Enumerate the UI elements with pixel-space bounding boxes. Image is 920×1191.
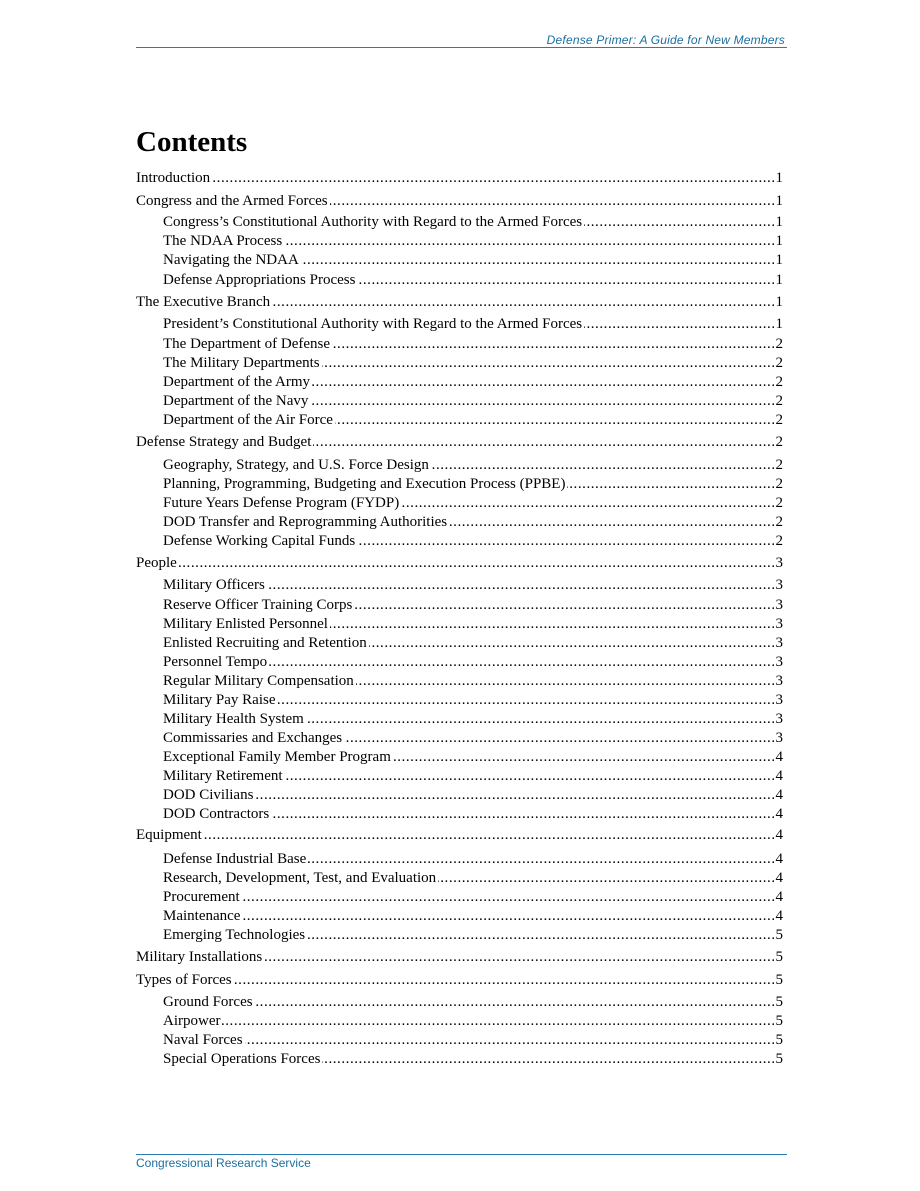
toc-leader-dots [354,596,773,614]
toc-leader-dots [356,672,774,690]
toc-entry-page: 5 [775,994,783,1010]
toc-entry[interactable] [163,409,783,429]
toc-entry[interactable] [163,511,783,531]
toc-entry-page: 2 [775,495,783,511]
toc-leader-dots [322,354,774,372]
toc-leader-dots [369,634,774,652]
toc-entry[interactable] [163,313,783,333]
toc-leader-dots [322,1050,773,1068]
toc-leader-dots [401,494,773,512]
toc-entry-title: The Executive Branch [136,294,271,310]
toc-entry-title: Defense Working Capital Funds [163,533,356,549]
toc-entry[interactable] [136,824,783,844]
toc-leader-dots [212,169,773,187]
toc-entry[interactable] [163,574,783,594]
toc-leader-dots [271,805,773,823]
toc-entry-title: Defense Appropriations Process [163,272,356,288]
toc-entry-title: President’s Constitutional Authority with Regard to the Armed Forces [163,316,583,332]
toc-leader-dots [431,456,774,474]
toc-entry-page: 3 [775,577,783,593]
toc-entry-title: Exceptional Family Member Program [163,749,391,765]
toc-leader-dots [330,192,774,210]
toc-entry[interactable] [163,651,783,671]
toc-entry[interactable] [136,431,783,451]
toc-entry[interactable] [163,594,783,614]
toc-leader-dots [245,1031,774,1049]
toc-entry-title: Reserve Officer Training Corps [163,597,353,613]
toc-entry[interactable] [163,905,783,925]
toc-entry-page: 2 [775,355,783,371]
toc-entry-title: DOD Transfer and Reprogramming Authorities [163,514,448,530]
toc-entry-page: 3 [775,597,783,613]
toc-leader-dots [242,907,773,925]
toc-entry-title: Planning, Programming, Budgeting and Execution Process (PPBE) [163,476,566,492]
toc-leader-dots [332,335,773,353]
toc-entry[interactable] [163,390,783,410]
running-header: Defense Primer: A Guide for New Members [546,33,785,47]
toc-leader-dots [308,850,773,868]
toc-entry-page: 4 [775,787,783,803]
toc-leader-dots [234,971,774,989]
toc-entry[interactable] [163,803,783,823]
toc-entry-page: 2 [775,434,783,450]
toc-leader-dots [357,532,773,550]
toc-entry[interactable] [163,689,783,709]
toc-entry-page: 2 [775,393,783,409]
toc-entry-page: 4 [775,908,783,924]
toc-entry-page: 5 [775,927,783,943]
toc-entry[interactable] [163,352,783,372]
toc-leader-dots [204,826,774,844]
toc-entry-page: 3 [775,730,783,746]
toc-leader-dots [344,729,773,747]
toc-entry-title: Introduction [136,170,211,186]
toc-entry-page: 4 [775,768,783,784]
toc-entry-page: 2 [775,533,783,549]
toc-entry-title: Department of the Air Force [163,412,333,428]
toc-entry-page: 4 [775,827,783,843]
toc-entry-title: Defense Strategy and Budget [136,434,312,450]
toc-entry-page: 1 [775,193,783,209]
toc-entry-page: 4 [775,889,783,905]
toc-leader-dots [310,392,773,410]
toc-entry[interactable] [136,946,783,966]
toc-entry[interactable] [163,746,783,766]
toc-entry-page: 5 [775,972,783,988]
toc-entry[interactable] [163,1048,783,1068]
toc-leader-dots [269,653,773,671]
toc-entry[interactable] [163,670,783,690]
toc-entry-page: 5 [775,949,783,965]
toc-leader-dots [242,888,774,906]
toc-entry-title: Military Health System [163,711,304,727]
toc-entry-title: Airpower [163,1013,221,1029]
toc-leader-dots [393,748,774,766]
toc-entry-page: 3 [775,692,783,708]
toc-entry-page: 1 [775,214,783,230]
toc-entry[interactable] [163,784,783,804]
toc-leader-dots [179,554,774,572]
toc-entry-title: People [136,555,177,571]
toc-leader-dots [449,513,773,531]
toc-leader-dots [264,948,773,966]
toc-leader-dots [301,251,774,269]
header-rule [136,47,787,48]
toc-entry-title: Naval Forces [163,1032,243,1048]
toc-entry-title: Military Retirement [163,768,283,784]
toc-entry-title: Ground Forces [163,994,253,1010]
toc-leader-dots [357,271,773,289]
toc-entry-page: 4 [775,806,783,822]
toc-entry-page: 4 [775,749,783,765]
toc-entry[interactable] [136,291,783,311]
toc-entry[interactable] [163,1010,783,1030]
toc-leader-dots [255,993,774,1011]
toc-entry-page: 3 [775,616,783,632]
toc-entry-title: Navigating the NDAA [163,252,299,268]
toc-entry[interactable] [163,613,783,633]
toc-entry-title: Special Operations Forces [163,1051,321,1067]
toc-entry-page: 3 [775,555,783,571]
toc-entry[interactable] [163,269,783,289]
footer-publisher: Congressional Research Service [136,1156,311,1170]
toc-entry-page: 2 [775,412,783,428]
toc-entry-title: Enlisted Recruiting and Retention [163,635,367,651]
toc-entry-page: 3 [775,654,783,670]
toc-entry[interactable] [163,530,783,550]
toc-leader-dots [285,767,774,785]
toc-entry-title: Procurement [163,889,240,905]
toc-entry-title: Military Pay Raise [163,692,276,708]
toc-entry-title: Military Officers [163,577,265,593]
toc-entry[interactable] [163,333,783,353]
toc-entry-page: 1 [775,294,783,310]
toc-entry[interactable] [163,632,783,652]
toc-entry[interactable] [136,190,783,210]
toc-entry-page: 1 [775,170,783,186]
toc-entry[interactable] [136,167,783,187]
toc-entry-title: The Military Departments [163,355,320,371]
toc-leader-dots [584,315,773,333]
toc-leader-dots [438,869,773,887]
toc-entry-title: DOD Contractors [163,806,270,822]
toc-entry-page: 4 [775,870,783,886]
toc-entry[interactable] [163,867,783,887]
toc-entry-title: Regular Military Compensation [163,673,354,689]
toc-entry-page: 2 [775,457,783,473]
toc-leader-dots [330,615,774,633]
toc-entry-title: Geography, Strategy, and U.S. Force Design [163,457,429,473]
toc-entry-title: Department of the Navy [163,393,309,409]
toc-entry-page: 2 [775,476,783,492]
toc-entry[interactable] [163,371,783,391]
toc-entry[interactable] [163,249,783,269]
toc-leader-dots [272,293,773,311]
toc-entry-page: 1 [775,252,783,268]
toc-leader-dots [312,373,773,391]
toc-entry[interactable] [163,886,783,906]
toc-entry-title: Military Installations [136,949,263,965]
toc-entry-title: Personnel Tempo [163,654,268,670]
toc-entry-title: Equipment [136,827,202,843]
toc-entry-page: 4 [775,851,783,867]
toc-leader-dots [278,691,774,709]
toc-entry-title: DOD Civilians [163,787,254,803]
toc-entry[interactable] [136,969,783,989]
toc-entry-title: Emerging Technologies [163,927,306,943]
toc-entry-title: Congress’s Constitutional Authority with Regard to the Armed Forces [163,214,583,230]
toc-leader-dots [307,926,773,944]
toc-entry[interactable] [163,211,783,231]
toc-entry-page: 5 [775,1051,783,1067]
toc-entry[interactable] [163,1029,783,1049]
toc-entry-title: Commissaries and Exchanges [163,730,343,746]
toc-entry[interactable] [163,924,783,944]
toc-entry-title: Maintenance [163,908,241,924]
toc-entry-title: Congress and the Armed Forces [136,193,328,209]
toc-entry[interactable] [136,552,783,572]
toc-leader-dots [255,786,773,804]
toc-entry-title: Department of the Army [163,374,311,390]
toc-entry[interactable] [163,848,783,868]
footer-rule [136,1154,787,1155]
toc-entry[interactable] [163,727,783,747]
toc-entry-page: 1 [775,233,783,249]
toc-leader-dots [306,710,774,728]
toc-entry-title: Defense Industrial Base [163,851,307,867]
toc-entry-title: The NDAA Process [163,233,283,249]
toc-entry[interactable] [163,454,783,474]
toc-entry-title: Types of Forces [136,972,232,988]
toc-entry[interactable] [163,708,783,728]
toc-entry[interactable] [163,492,783,512]
toc-entry[interactable] [163,473,783,493]
toc-entry[interactable] [163,230,783,250]
page-title: Contents [136,126,248,158]
toc-entry-title: Future Years Defense Program (FYDP) [163,495,400,511]
toc-entry-title: Military Enlisted Personnel [163,616,328,632]
toc-entry[interactable] [163,765,783,785]
toc-entry-page: 3 [775,673,783,689]
toc-leader-dots [335,411,774,429]
toc-leader-dots [267,576,774,594]
toc-entry-page: 2 [775,374,783,390]
toc-leader-dots [222,1012,773,1030]
toc-entry-title: The Department of Defense [163,336,331,352]
toc-entry-page: 1 [775,272,783,288]
toc-entry[interactable] [163,991,783,1011]
toc-entry-page: 1 [775,316,783,332]
toc-leader-dots [567,475,773,493]
toc-entry-page: 3 [775,711,783,727]
toc-leader-dots [313,433,773,451]
toc-entry-page: 2 [775,336,783,352]
toc-leader-dots [584,213,773,231]
toc-entry-page: 2 [775,514,783,530]
toc-leader-dots [284,232,773,250]
toc-entry-page: 5 [775,1032,783,1048]
toc-entry-page: 5 [775,1013,783,1029]
toc-entry-page: 3 [775,635,783,651]
toc-entry-title: Research, Development, Test, and Evaluation [163,870,437,886]
